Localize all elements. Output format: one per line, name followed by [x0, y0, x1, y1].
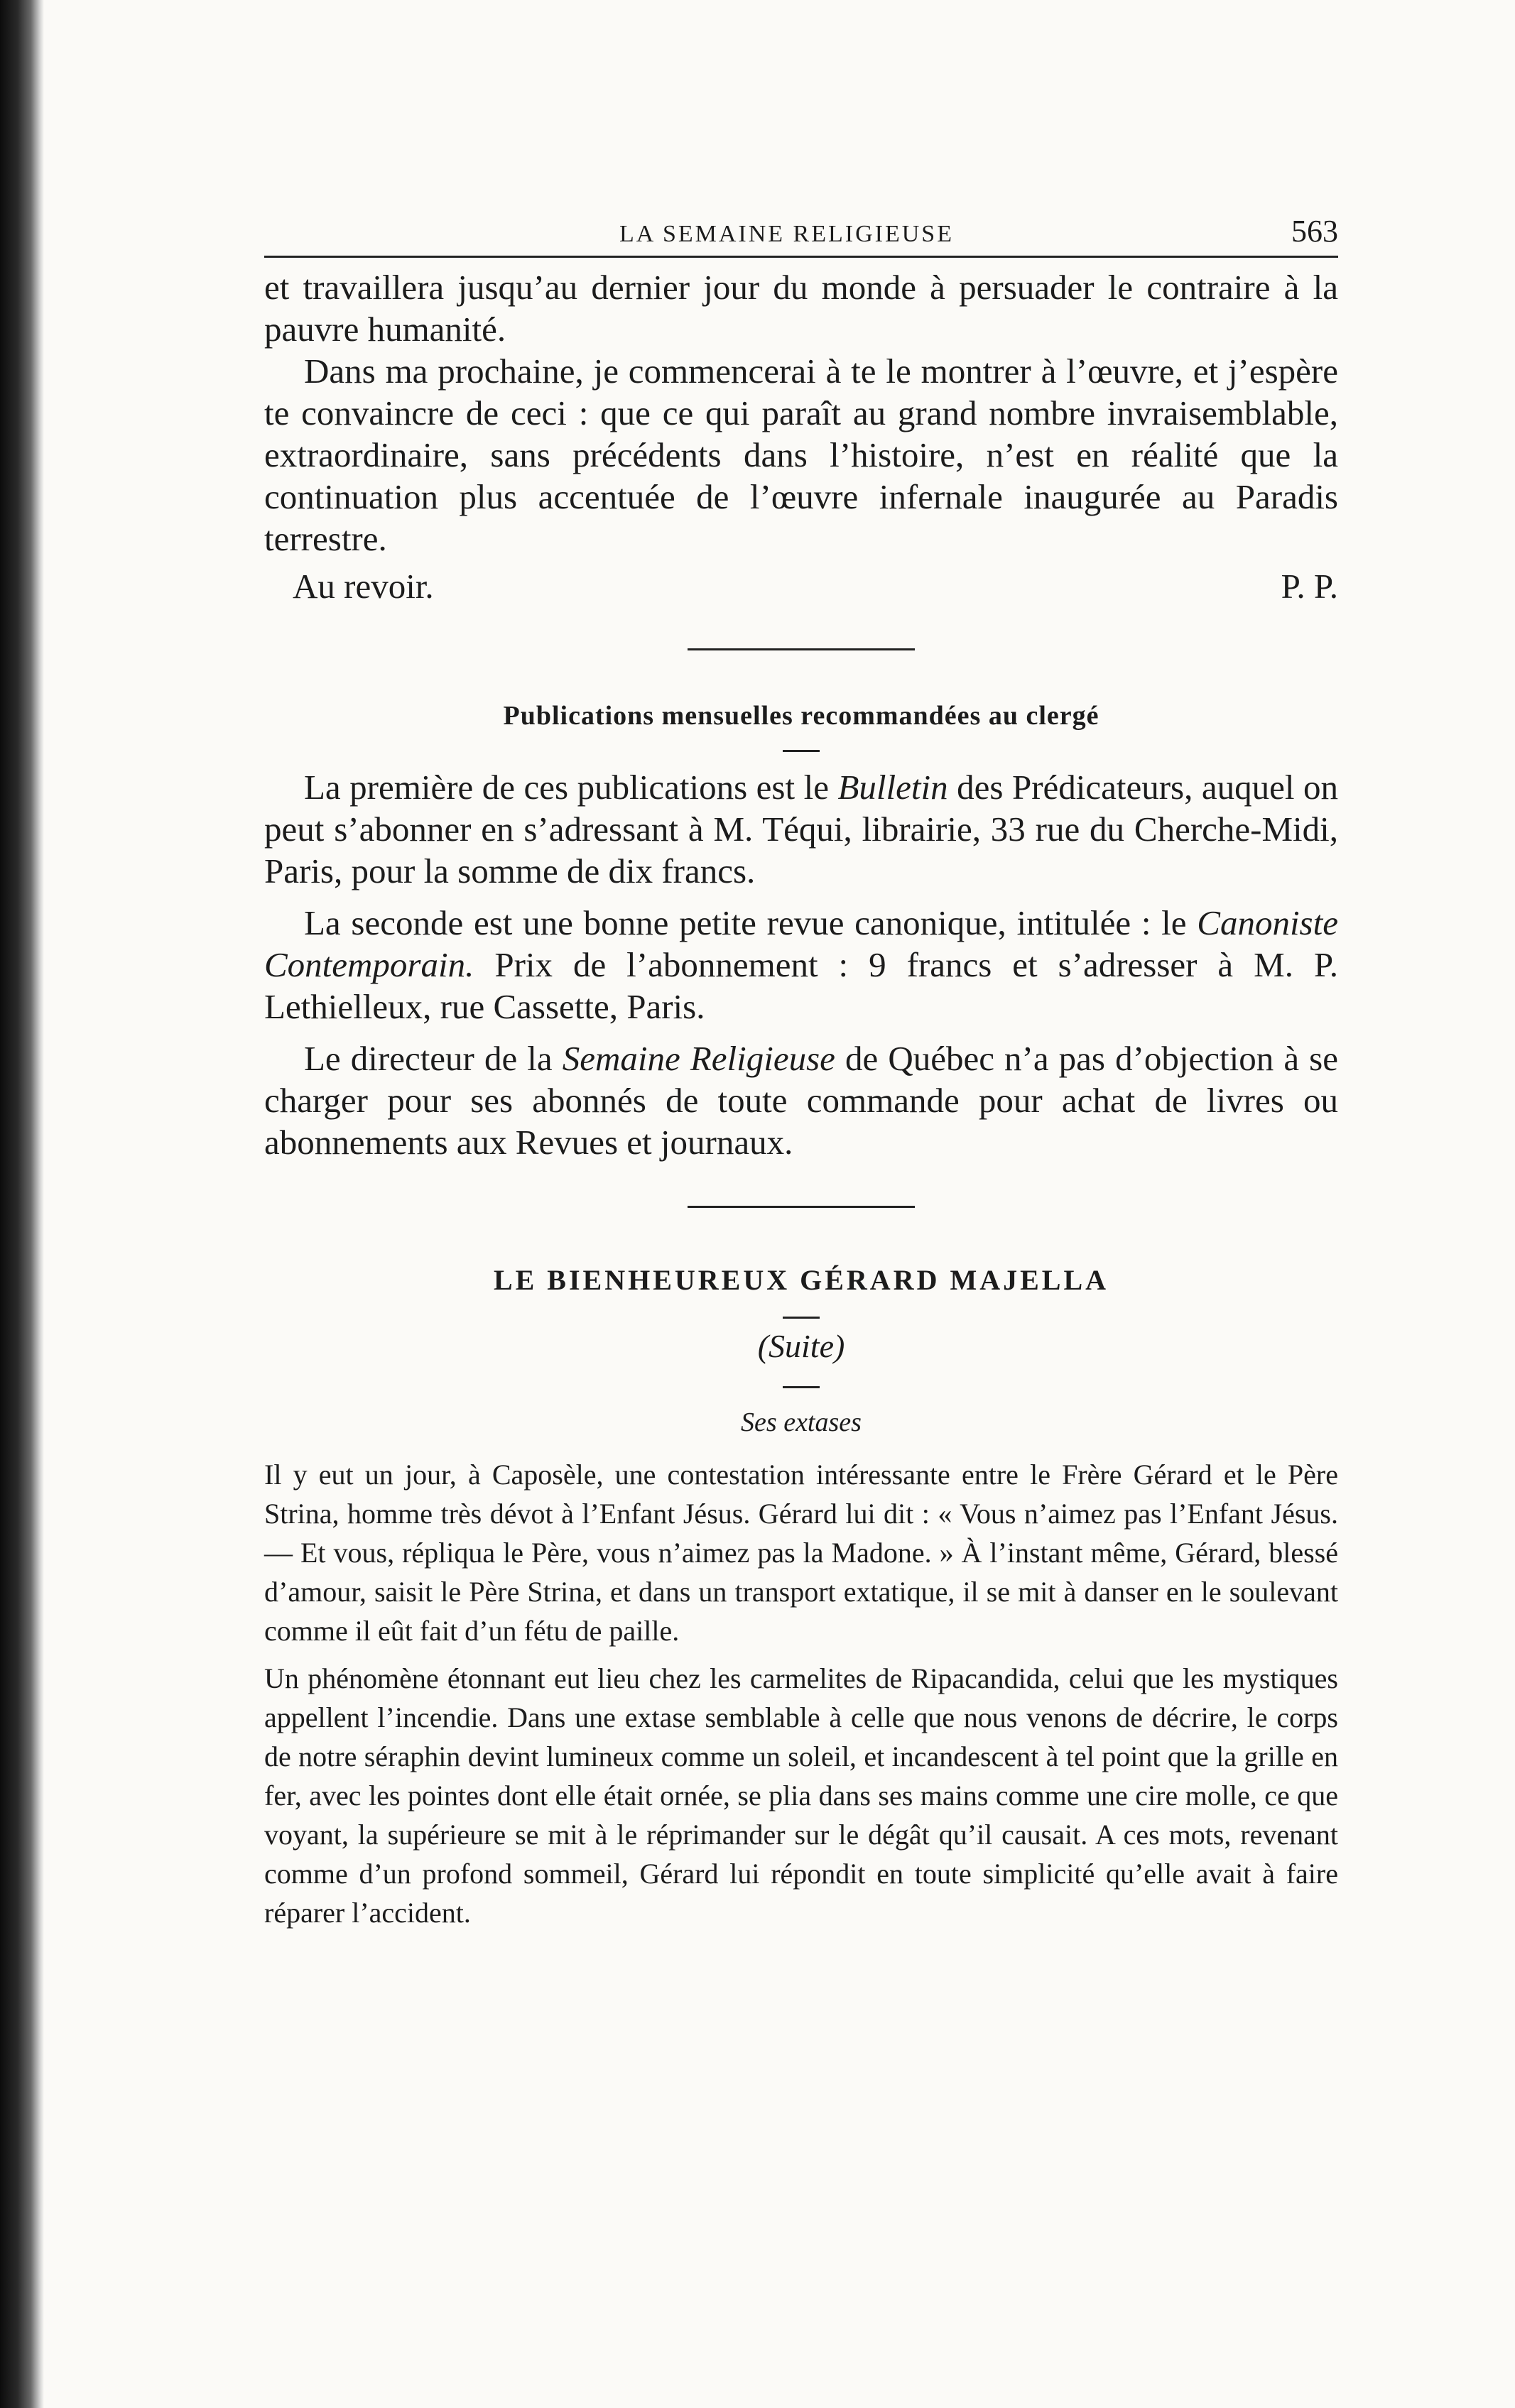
publications-paragraph: La première de ces publications est le Bulletin des Prédicateurs, auquel on peut s’abonner en s’adressant à M. Téqui, librairie, 33 rue du Cherche-Midi, Paris, pour la somme de dix francs.	[264, 768, 1338, 890]
publications-heading: Publications mensuelles recommandées au clergé	[503, 701, 1099, 731]
continuation-section	[264, 266, 1338, 607]
article-heading: LE BIENHEUREUX GÉRARD MAJELLA	[493, 1264, 1109, 1296]
section-divider	[688, 648, 915, 650]
continuation-paragraph: Dans ma prochaine, je commencerai à te le montrer à l’œuvre, et j’espère te convaincre de ceci : que ce qui paraît au grand nombre invraisemblable, extraordinaire, sans précédents dans l’histoire, n’est en réalité que la continuation plus accentuée de l’œuvre infernale inaugurée au Paradis terrestre.	[264, 352, 1338, 558]
running-title: LA SEMAINE RELIGIEUSE	[619, 221, 954, 247]
article-paragraph: Il y eut un jour, à Caposèle, une contestation intéressante entre le Frère Gérard et le Père Strina, homme très dévot à l’Enfant Jésus. Gérard lui dit : « Vous n’aimez pas l’Enfant Jésus. — Et vous, répliqua le Père, vous n’aimez pas la Madone. » À l’instant même, Gérard, blessé d’amour, saisit le Père Strina, et dans un transport extatique, il se mit à danser en le soulevant comme il eût fait d’un fétu de paille.	[264, 1459, 1338, 1647]
section-divider	[688, 1206, 915, 1208]
signature: P. P.	[1281, 567, 1338, 606]
heading-rule	[783, 1386, 820, 1388]
book-spine-shadow	[0, 0, 44, 2408]
section-title: Ses extases	[741, 1407, 862, 1437]
publications-paragraph: Le directeur de la Semaine Religieuse de Québec n’a pas d’objection à se charger pour ses abonnés de toute commande pour achat de livres ou abonnements aux Revues et journaux.	[264, 1039, 1338, 1162]
running-header	[264, 213, 1338, 258]
document-page	[264, 213, 1338, 1941]
continuation-paragraph: et travaillera jusqu’au dernier jour du monde à persuader le contraire à la pauvre humanité.	[264, 268, 1338, 349]
signoff: Au revoir.	[293, 567, 434, 606]
signoff-line	[264, 565, 1338, 607]
publications-paragraph: La seconde est une bonne petite revue canonique, intitulée : le Canoniste Contemporain. Prix de l’abonnement : 9 francs et s’adresser à M. P. Lethielleux, rue Cassette, Paris.	[264, 903, 1338, 1026]
heading-rule	[783, 750, 820, 752]
publications-section	[264, 766, 1338, 1163]
article-body	[264, 1455, 1338, 1932]
article-subtitle: (Suite)	[757, 1328, 845, 1364]
page-number: 563	[1291, 214, 1338, 249]
article-paragraph: Un phénomène étonnant eut lieu chez les carmelites de Ripacandida, celui que les mystiques appellent l’incendie. Dans une extase semblable à celle que nous venons de décrire, le corps de notre séraphin devint lumineux comme un soleil, et incandescent à tel point que la grille en fer, avec les pointes dont elle était ornée, se plia dans ses mains comme une cire molle, ce que voyant, la supérieure se mit à le réprimander sur le dégât qu’il causait. A ces mots, revenant comme d’un profond sommeil, Gérard lui répondit en toute simplicité qu’elle avait à faire réparer l’accident.	[264, 1662, 1338, 1929]
heading-rule	[783, 1317, 820, 1319]
